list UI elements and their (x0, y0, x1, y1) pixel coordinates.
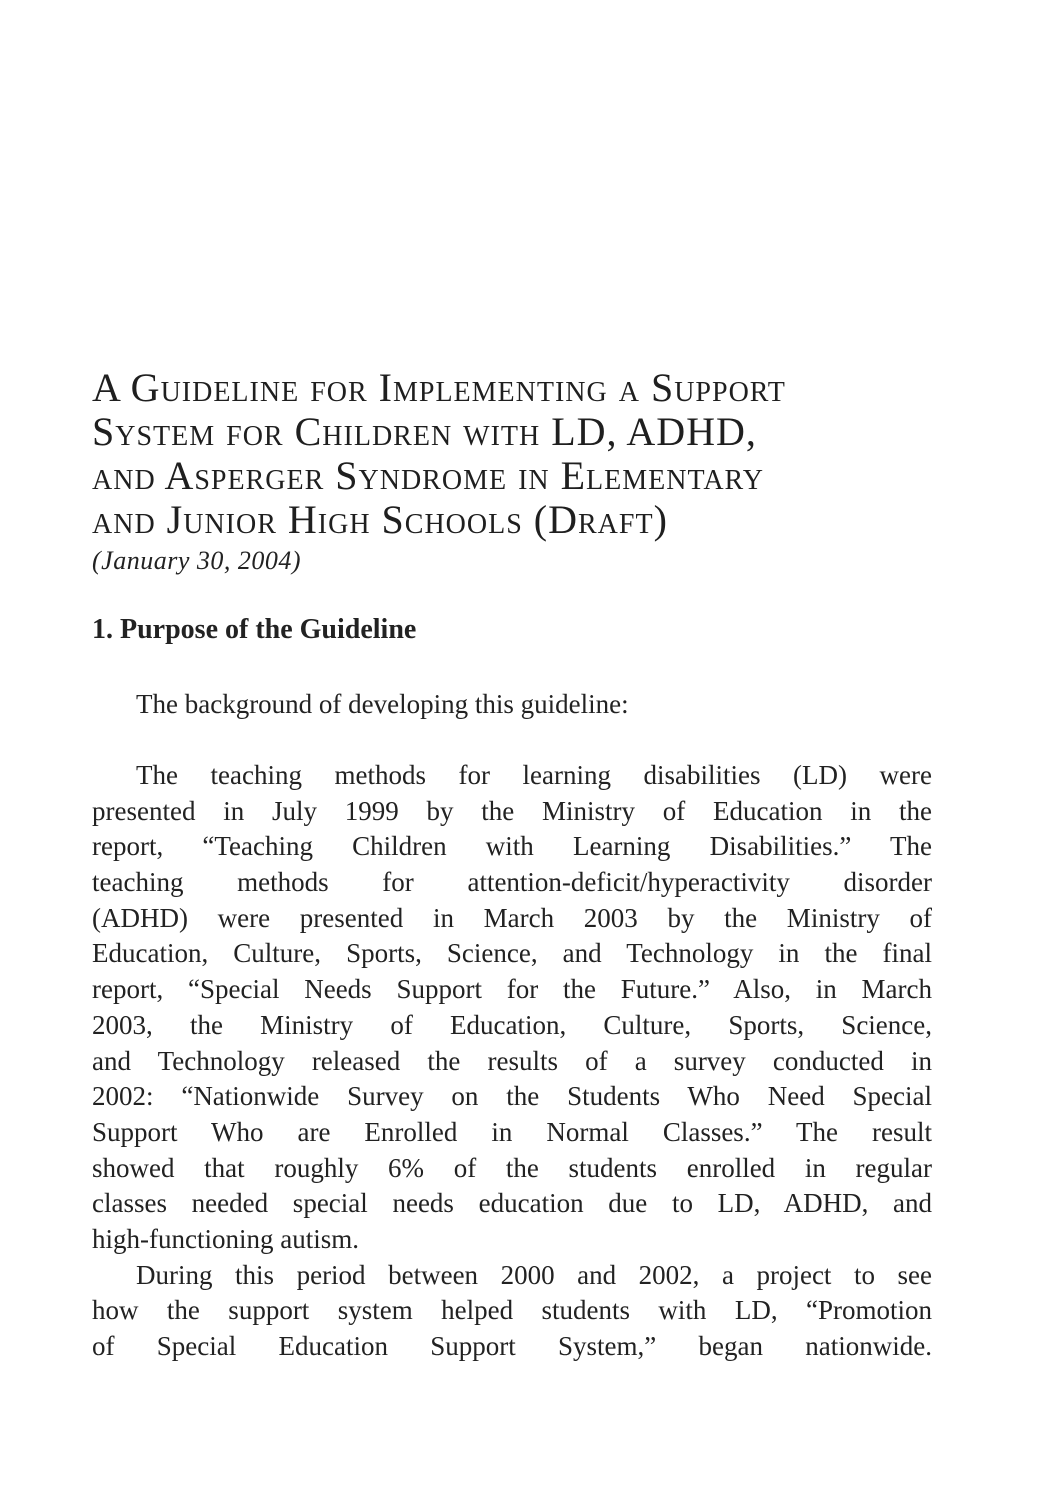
paragraph-line: report, “Teaching Children with Learning Disabilities.” The (92, 831, 932, 862)
paragraph-line: showed that roughly 6% of the students enrolled in regular (92, 1152, 932, 1183)
section-heading: 1. Purpose of the Guideline (92, 614, 417, 645)
paragraph-line: how the support system helped students with LD, “Promotion (92, 1295, 932, 1326)
paragraph-line: report, “Special Needs Support for the Future.” Also, in March (92, 974, 932, 1005)
paragraph-line: 2003, the Ministry of Education, Culture, Sports, Science, (92, 1009, 932, 1040)
paragraph-line: teaching methods for attention-deficit/hyperactivity disorder (92, 867, 932, 898)
paragraph-line: of Special Education Support System,” began nationwide. (92, 1331, 932, 1361)
title-line: System for Children with LD, ADHD, (92, 409, 757, 454)
paragraph-line: and Technology released the results of a survey conducted in (92, 1045, 932, 1076)
paragraph-line: Support Who are Enrolled in Normal Classes.” The result (92, 1116, 932, 1147)
body-text (92, 758, 932, 1365)
title-date: (January 30, 2004) (92, 546, 302, 575)
document-title-block (92, 366, 952, 578)
title-line: and Asperger Syndrome in Elementary (92, 453, 764, 498)
paragraph-line: classes needed special needs education due to LD, ADHD, and (92, 1188, 932, 1219)
title-line: and Junior High Schools (Draft) (92, 497, 668, 542)
paragraph-line: During this period between 2000 and 2002, a project to see (136, 1259, 932, 1290)
paragraph-line: The teaching methods for learning disabilities (LD) were (136, 760, 932, 790)
paragraph-line: presented in July 1999 by the Ministry of Education in the (92, 795, 932, 826)
paragraph-line: Education, Culture, Sports, Science, and Technology in the final (92, 938, 932, 969)
title-line: A Guideline for Implementing a Support (92, 365, 786, 410)
paragraph-line: (ADHD) were presented in March 2003 by the Ministry of (92, 902, 932, 933)
paragraph-line: high-functioning autism. (92, 1223, 359, 1254)
paragraph-line: 2002: “Nationwide Survey on the Students Who Need Special (92, 1081, 932, 1112)
section-intro: The background of developing this guideline: (136, 689, 629, 719)
